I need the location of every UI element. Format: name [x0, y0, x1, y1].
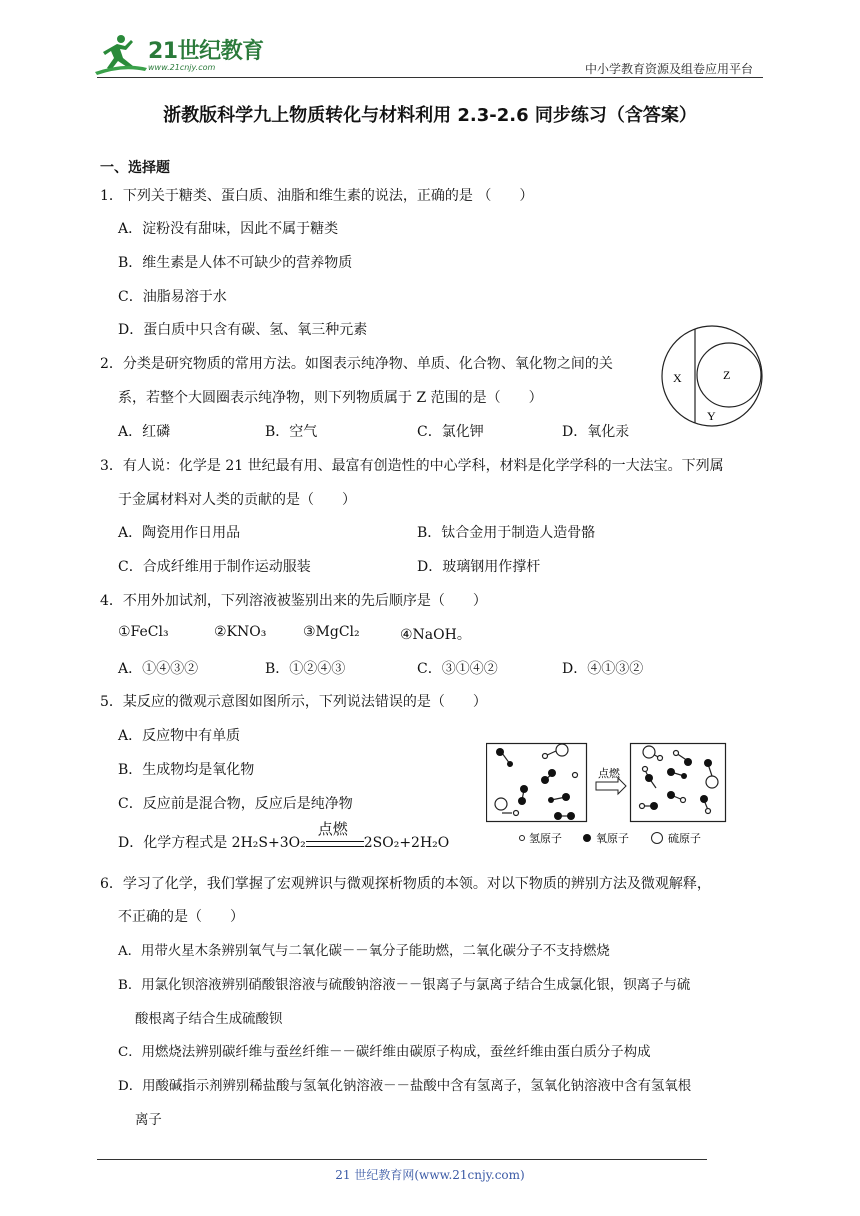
q2-option-b: B．空气 — [265, 424, 318, 440]
q3-stem-line1: 3．有人说：化学是 21 世纪最有用、最富有创造性的中心学科，材料是化学学科的一大法宝。下列属 — [100, 458, 724, 474]
legend-hydrogen: 氢原子 — [529, 832, 562, 845]
header-divider — [97, 77, 763, 78]
reaction-diagram — [486, 740, 746, 848]
q4-reagent-2: ②KNO₃ — [214, 624, 267, 640]
venn-label-x: X — [673, 371, 682, 385]
q2-option-c: C．氯化钾 — [417, 424, 484, 440]
q6-option-b-line2: 酸根离子结合生成硫酸钡 — [135, 1012, 283, 1027]
q3-option-c: C．合成纤维用于制作运动服装 — [118, 559, 311, 575]
platform-name: 中小学教育资源及组卷应用平台 — [584, 62, 753, 76]
q4-stem: 4．不用外加试剂，下列溶液被鉴别出来的先后顺序是（ ） — [100, 593, 487, 609]
q4-option-b: B．①②④③ — [265, 661, 346, 677]
q1-stem: 1．下列关于糖类、蛋白质、油脂和维生素的说法，正确的是 （ ） — [100, 188, 534, 204]
q4-reagent-4: ④NaOH。 — [400, 627, 471, 643]
legend-h-swatch — [520, 836, 525, 841]
q6-option-d-line2: 离子 — [135, 1113, 162, 1128]
q4-reagent-1: ①FeCl₃ — [118, 624, 169, 640]
q2-stem-line2: 系，若整个大圆圈表示纯净物，则下列物质属于 Z 范围的是（ ） — [118, 390, 543, 406]
venn-label-z: Z — [723, 368, 731, 382]
q2-option-a: A．红磷 — [118, 424, 171, 440]
q6-option-a: A．用带火星木条辨别氧气与二氧化碳－－氧分子能助燃，二氧化碳分子不支持燃烧 — [118, 944, 610, 959]
arrow-condition: 点燃 — [598, 767, 620, 780]
q5-d-reactants: D．化学方程式是 2H₂S+3O₂ — [118, 835, 306, 851]
venn-diagram — [657, 325, 771, 427]
q5-option-d — [118, 820, 450, 852]
q6-option-d-line1: D．用酸碱指示剂辨别稀盐酸与氢氧化钠溶液－－盐酸中含有氢离子，氢氧化钠溶液中含有氢氧根 — [118, 1079, 692, 1094]
section-heading: 一、选择题 — [100, 160, 170, 176]
q6-option-c: C．用燃烧法辨别碳纤维与蚕丝纤维－－碳纤维由碳原子构成，蚕丝纤维由蛋白质分子构成 — [118, 1045, 651, 1060]
q5-option-b: B．生成物均是氧化物 — [118, 762, 255, 778]
footer-link[interactable]: 21 世纪教育网(www.21cnjy.com) — [335, 1168, 525, 1182]
legend-s-swatch — [652, 833, 663, 844]
q5-option-a: A．反应物中有单质 — [118, 728, 241, 744]
q2-option-d: D．氧化汞 — [562, 424, 630, 440]
q4-option-a: A．①④③② — [118, 661, 199, 677]
legend-sulfur: 硫原子 — [668, 832, 701, 845]
logo-text: 21世纪教育 — [148, 39, 264, 64]
q5-stem: 5．某反应的微观示意图如图所示，下列说法错误的是（ ） — [100, 694, 487, 710]
reaction-condition — [306, 820, 364, 850]
q3-option-d: D．玻璃钢用作撑杆 — [417, 559, 541, 575]
venn-label-y: Y — [707, 409, 716, 423]
footer-divider — [97, 1159, 707, 1160]
q4-option-c: C．③①④② — [417, 661, 498, 677]
q3-option-b: B．钛合金用于制造人造骨骼 — [417, 525, 596, 541]
q1-option-c: C．油脂易溶于水 — [118, 289, 227, 305]
q1-option-a: A．淀粉没有甜味，因此不属于糖类 — [118, 221, 339, 237]
q5-d-products: 2SO₂+2H₂O — [363, 835, 450, 851]
q6-option-b-line1: B．用氯化钡溶液辨别硝酸银溶液与硫酸钠溶液－－银离子与氯离子结合生成氯化银，钡离子与硫 — [118, 978, 691, 993]
q6-stem-line2: 不正确的是（ ） — [118, 909, 244, 925]
q1-option-d: D．蛋白质中只含有碳、氢、氧三种元素 — [118, 322, 368, 338]
q2-stem-line1: 2．分类是研究物质的常用方法。如图表示纯净物、单质、化合物、氧化物之间的关 — [100, 356, 613, 372]
legend-oxygen: 氧原子 — [596, 832, 629, 845]
equals-sign — [306, 841, 364, 847]
page-title: 浙教版科学九上物质转化与材料利用 2.3-2.6 同步练习（含答案） — [163, 105, 697, 126]
q3-option-a: A．陶瓷用作日用品 — [118, 525, 241, 541]
q4-reagent-3: ③MgCl₂ — [303, 624, 360, 640]
q3-stem-line2: 于金属材料对人类的贡献的是（ ） — [118, 492, 356, 508]
q1-option-b: B．维生素是人体不可缺少的营养物质 — [118, 255, 353, 271]
logo-url: www.21cnjy.com — [148, 63, 216, 72]
reaction-condition-label: 点燃 — [317, 820, 348, 838]
q4-option-d: D．④①③② — [562, 661, 644, 677]
q5-option-c: C．反应前是混合物，反应后是纯净物 — [118, 796, 353, 812]
legend-o-swatch — [583, 834, 591, 842]
q6-stem-line1: 6．学习了化学，我们掌握了宏观辨识与微观探析物质的本领。对以下物质的辨别方法及微观解释， — [100, 876, 711, 892]
